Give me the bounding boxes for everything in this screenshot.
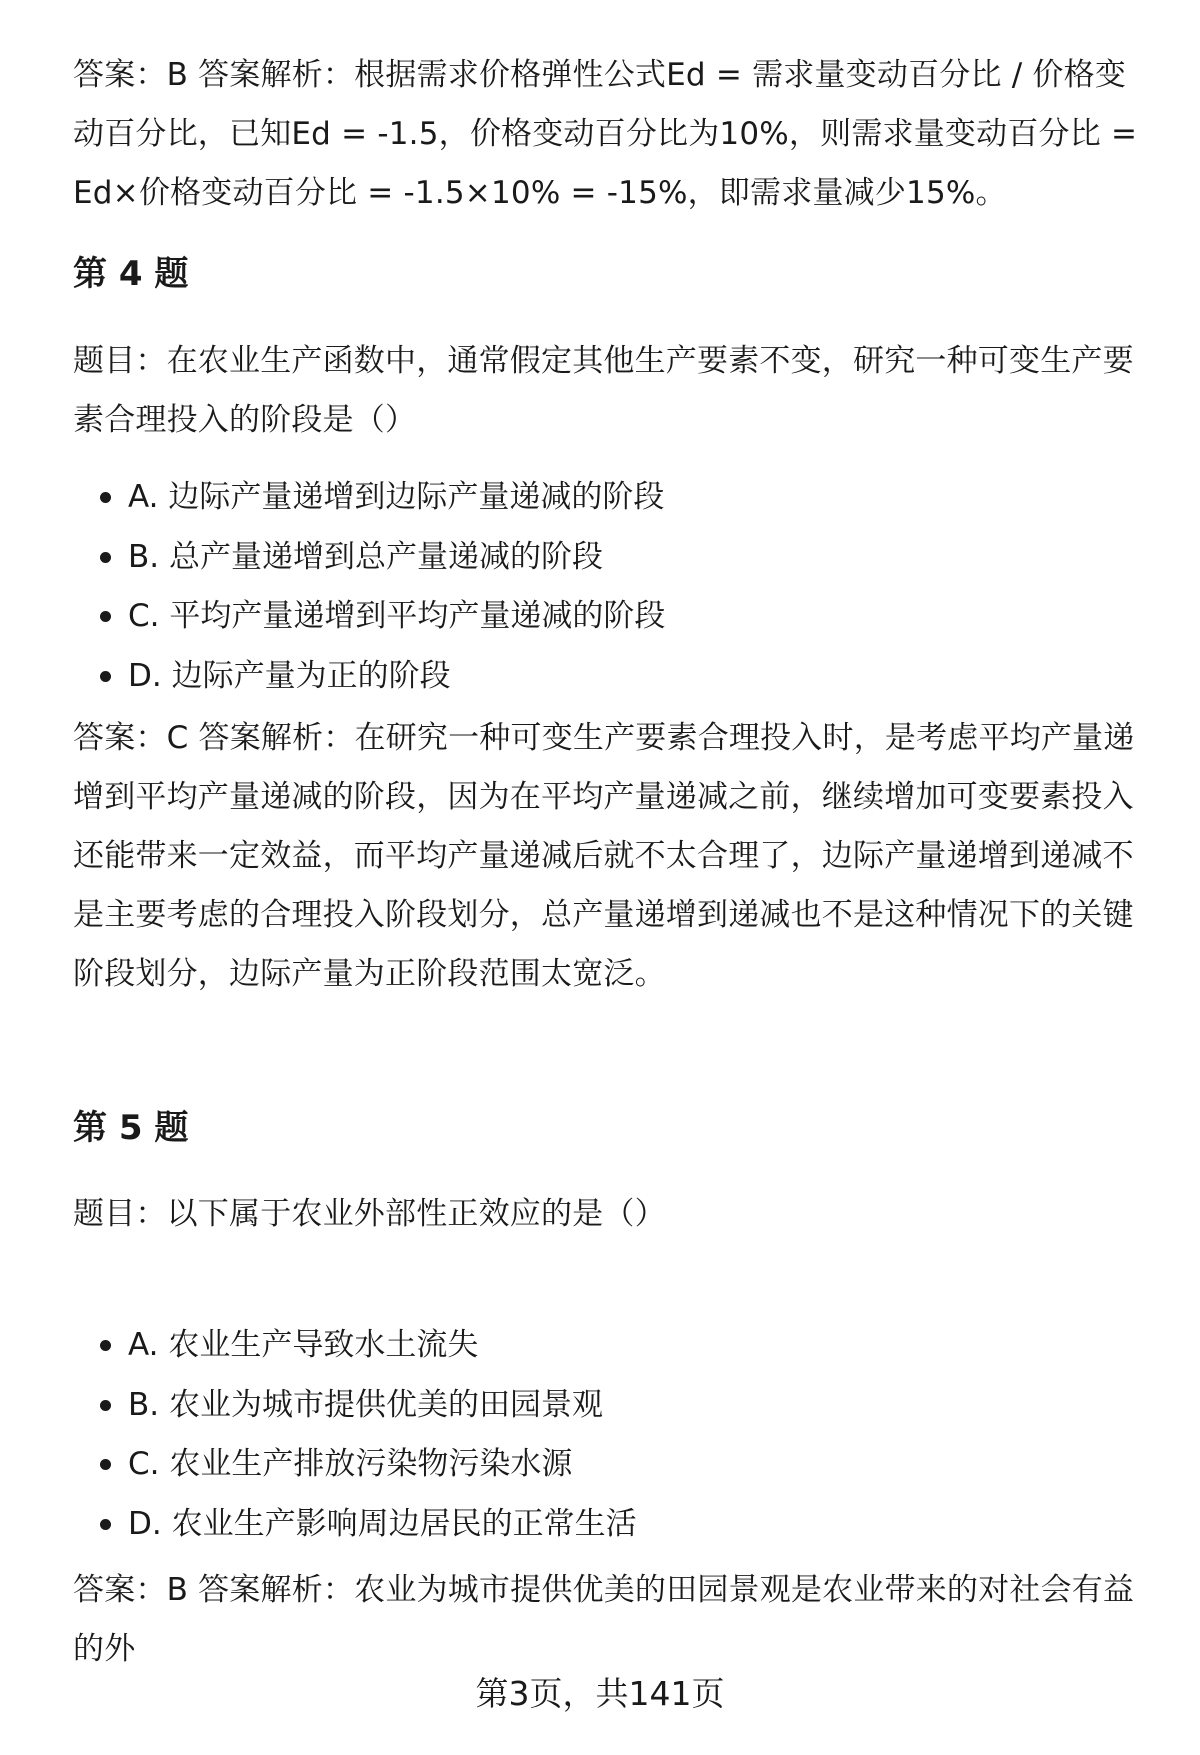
question-5-heading: 第 5 题 <box>73 1108 189 1148</box>
question-5-text: 题目：以下属于农业外部性正效应的是（） <box>73 1196 666 1232</box>
option-label: A. 边际产量递增到边际产量递减的阶段 <box>128 479 665 515</box>
option-item <box>73 647 665 707</box>
q5-answer-explanation: 答案：B 答案解析：农业为城市提供优美的田园景观是农业带来的对社会有益的外 <box>73 1572 1135 1667</box>
option-label: B. 农业为城市提供优美的田园景观 <box>128 1386 603 1423</box>
option-item <box>73 528 665 588</box>
bullet-icon <box>100 1400 111 1411</box>
question-4-heading: 第 4 题 <box>73 254 189 294</box>
q3-answer-explanation: 答案：B 答案解析：根据需求价格弹性公式Ed = 需求量变动百分比 / 价格变动百分比，已知Ed = -1.5，价格变动百分比为10%，则需求量变动百分比 = Ed×价格变动百分比 = -1.5×10% = -15%，即需求量减少15%。 <box>73 57 1138 211</box>
option-item <box>73 1435 637 1495</box>
option-item <box>73 1495 637 1555</box>
option-item <box>73 468 665 528</box>
option-item <box>73 1376 637 1436</box>
bullet-icon <box>100 671 111 682</box>
question-4-text: 题目：在农业生产函数中，通常假定其他生产要素不变，研究一种可变生产要素合理投入的阶段是（） <box>73 343 1134 438</box>
question-4-options <box>73 468 665 706</box>
option-label: C. 农业生产排放污染物污染水源 <box>128 1446 573 1482</box>
option-label: D. 农业生产影响周边居民的正常生活 <box>128 1505 637 1542</box>
bullet-icon <box>100 552 111 563</box>
option-item <box>73 587 665 647</box>
bullet-icon <box>100 1459 111 1470</box>
bullet-icon <box>100 492 111 503</box>
question-5-options <box>73 1316 637 1554</box>
option-label: A. 农业生产导致水土流失 <box>128 1327 479 1363</box>
option-label: B. 总产量递增到总产量递减的阶段 <box>128 538 603 575</box>
page-number-footer: 第3页，共141页 <box>475 1674 725 1713</box>
q4-answer-explanation: 答案：C 答案解析：在研究一种可变生产要素合理投入时，是考虑平均产量递增到平均产量递减的阶段，因为在平均产量递减之前，继续增加可变要素投入还能带来一定效益，而平均产量递减后就不太合理了，边际产量递增到递减不是主要考虑的合理投入阶段划分，总产量递增到递减也不是这种情况下的关键阶段划分，边际产量为正阶段范围太宽泛。 <box>73 720 1135 992</box>
option-item <box>73 1316 637 1376</box>
bullet-icon <box>100 1519 111 1530</box>
option-label: D. 边际产量为正的阶段 <box>128 657 451 694</box>
bullet-icon <box>100 611 111 622</box>
bullet-icon <box>100 1340 111 1351</box>
option-label: C. 平均产量递增到平均产量递减的阶段 <box>128 598 666 634</box>
